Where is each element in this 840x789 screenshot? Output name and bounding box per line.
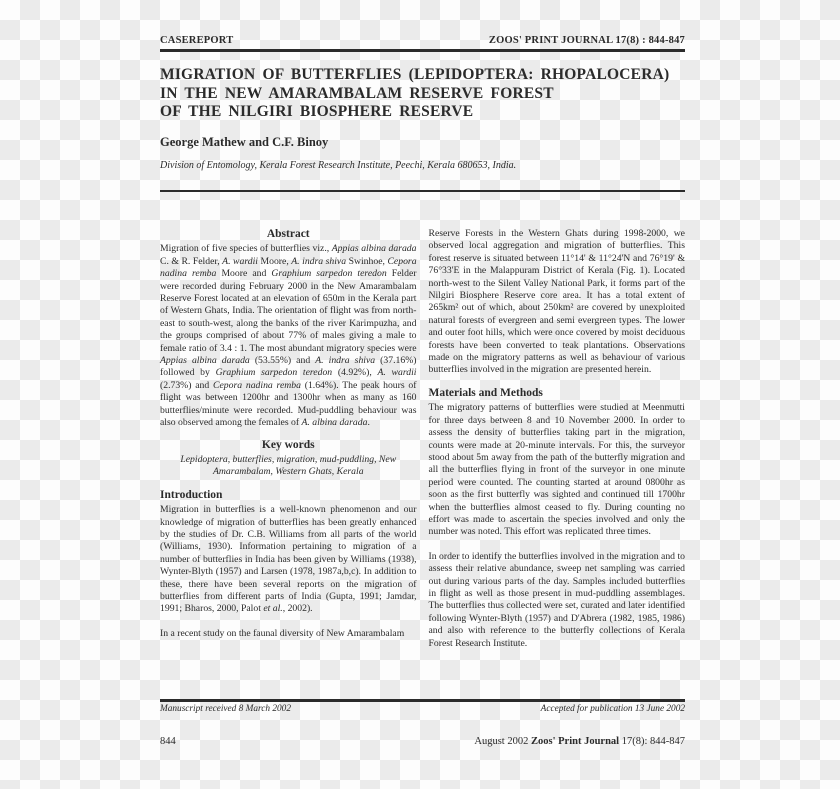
title-line-2: IN THE NEW AMARAMBALAM RESERVE FOREST	[160, 84, 554, 102]
two-column-body	[160, 228, 685, 650]
keywords-heading: Key words	[261, 438, 315, 451]
footer-rule	[160, 699, 685, 702]
accepted-date: Accepted for publication 13 June 2002	[540, 704, 685, 714]
issue-pages: 17(8): 844-847	[619, 736, 685, 747]
left-column	[160, 228, 417, 650]
right-column	[429, 228, 686, 650]
received-date: Manuscript received 8 March 2002	[160, 704, 291, 714]
journal-reference: ZOOS' PRINT JOURNAL 17(8) : 844-847	[488, 35, 685, 46]
title-rule	[160, 190, 685, 192]
methods-paragraph-1: The migratory patterns of butterflies were studied at Meenmutti for three days between 8 and 10 November 2000. In order to assess the density of butterflies taking part in the migration, counts were made at 20-minute intervals. For this, the surveyor stood about 5m away from the path of the butterfly migration and all the butterflies flying in front of the surveyor in one minute period were counted. The counting started at around 0800hr as soon as the first butterfly was sighted and continued till 1700hr when the butterflies almost ceased to fly. During counting no effort was made to ascertain the species involved and only the number was noted. This effort was replicated three times.	[428, 402, 685, 538]
methods-paragraph-2: In order to identify the butterflies involved in the migration and to assess their relative abundance, sweep net sampling was carried out during various parts of the day. Samples included butterflies in flight as well as those present in mud-puddling assemblages. The butterflies thus collected were set, curated and later identified following Wynter-Blyth (1957) and D'Abrera (1982, 1985, 1986) and also with reference to the butterfly collections of Kerala Forest Research Institute.	[428, 550, 685, 649]
affiliation: Division of Entomology, Kerala Forest Research Institute, Peechi, Kerala 680653, India.	[160, 160, 517, 171]
introduction-paragraph-1: Migration in butterflies is a well-known phenomenon and our knowledge of migration of butterflies has been greatly enhanced by the studies of Dr. C.B. Williams from all parts of the world (Williams, 1930). Information pertaining to migration of a number of butterflies in India has been given by Williams (1938), Wynter-Blyth (1957) and Larsen (1978, 1987a,b,c). In addition to these, there have been several reports on the migration of butterflies from different parts of India (Gupta, 1991; Jamdar, 1991; Bharos, 2000, Palot et al., 2002).	[160, 504, 417, 615]
study-area-paragraph: Reserve Forests in the Western Ghats during 1998-2000, we observed local aggregation and migration of butterflies. This forest reserve is situated between 11°14' & 11°24'N and 76°19' & 76°33'E in the Malappuram District of Kerala (Fig. 1). Located north-west to the Silent Valley National Park, it forms part of the Nilgiri Biosphere Reserve core area. It has a total extent of 265km² out of which, about 250km² are covered by unexploited natural forests of evergreen and semi evergreen types. The lower and outer foot hills, which were once covered by moist deciduous forests have been converted to teak plantations. Observations made on the migratory patterns as well as behaviour of various butterflies involved in the migration are presented herein.	[428, 228, 685, 376]
journal-name: Zoos' Print Journal	[530, 736, 620, 747]
header-rule	[160, 49, 685, 52]
abstract-heading: Abstract	[266, 228, 310, 240]
journal-citation	[474, 736, 685, 747]
methods-heading: Materials and Methods	[428, 386, 543, 399]
introduction-paragraph-2: In a recent study on the faunal diversity of New Amarambalam	[160, 627, 405, 639]
running-header	[160, 35, 685, 46]
abstract-text: Migration of five species of butterflies viz., Appias albina darada C. & R. Felder, A. wardii Moore, A. indra shiva Swinhoe, Cepora nadina remba Moore and Graphium sarpedon teredon Felder were recorded during February 2000 in the New Amarambalam Reserve Forest located at an elevation of 650m in the Kerala part of Western Ghats, India. The orientation of flight was from north-east to south-west, along the banks of the river Karimpuzha, and the groups comprised of about 77% of males giving a male to female ratio of 3.4 : 1. The most abundant migratory species were Appias albina darada (53.55%) and A. indra shiva (37.16%) followed by Graphium sarpedon teredon (4.92%), A. wardii (2.73%) and Cepora nadina remba (1.64%). The peak hours of flight was between 1200hr and 1300hr when as many as 160 butterflies/minute were recorded. Mud-puddling behaviour was also observed among the females of A. albina darada.	[160, 243, 417, 429]
introduction-heading: Introduction	[160, 488, 223, 501]
journal-page	[155, 0, 690, 789]
page-number: 844	[160, 736, 176, 747]
manuscript-dates	[160, 704, 685, 714]
issue-month: August 2002	[474, 736, 531, 747]
article-title	[160, 66, 685, 122]
keywords-text: Lepidoptera, butterflies, migration, mud-puddling, New Amarambalam, Western Ghats, Kerala	[180, 453, 397, 478]
page-footer	[160, 736, 685, 747]
title-line-1: MIGRATION OF BUTTERFLIES (LEPIDOPTERA: RHOPALOCERA)	[160, 66, 670, 83]
title-line-3: OF THE NILGIRI BIOSPHERE RESERVE	[160, 103, 474, 120]
authors: George Mathew and C.F. Binoy	[160, 135, 329, 149]
section-label: CASEREPORT	[160, 35, 234, 46]
